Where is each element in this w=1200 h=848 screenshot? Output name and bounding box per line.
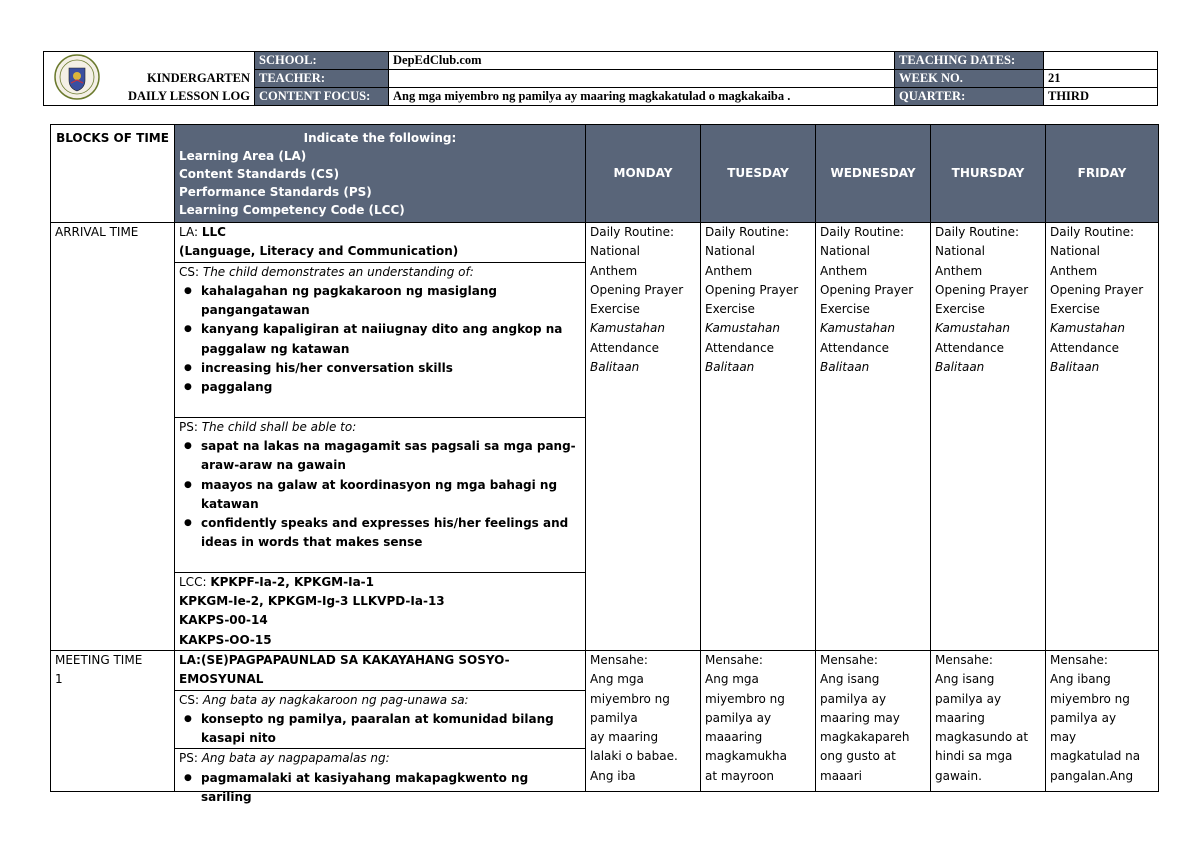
meeting-block-label <box>51 650 175 791</box>
quarter-value: THIRD <box>1044 88 1158 106</box>
message-line: maaaring <box>705 730 763 745</box>
lesson-table <box>50 124 1159 805</box>
log-title-line2: DAILY LESSON LOG <box>127 89 250 103</box>
arrival-standards <box>175 223 586 651</box>
meeting-row <box>51 650 1159 791</box>
lcc-prefix: LCC: <box>179 574 211 589</box>
log-title-line1: KINDERGARTEN <box>146 71 250 85</box>
routine-line: Anthem <box>820 263 868 278</box>
routine-line: Opening Prayer <box>935 282 1029 297</box>
message-line: maaring may <box>820 710 900 725</box>
indicate-line1: Indicate the following: <box>303 130 457 145</box>
table-header-row <box>51 125 1159 223</box>
routine-line: National <box>590 244 641 259</box>
message-line: at mayroon <box>705 768 774 783</box>
message-line: hindi sa mga <box>935 749 1013 764</box>
routine-line: Balitaan <box>820 360 870 375</box>
message-line: pamilya ay <box>705 710 772 725</box>
arrival-la <box>179 223 581 242</box>
school-value: DepEdClub.com <box>389 52 895 70</box>
message-line: ay maaring <box>590 730 659 745</box>
day-header-thursday: THURSDAY <box>931 125 1046 223</box>
routine-line: Exercise <box>1050 302 1100 317</box>
routine-line: Kamustahan <box>590 321 665 336</box>
ps-list <box>179 437 581 553</box>
message-line: pamilya ay <box>820 691 887 706</box>
message-line: magkamukha <box>705 749 787 764</box>
cs-list <box>179 710 581 749</box>
day-header-friday: FRIDAY <box>1046 125 1159 223</box>
message-line: pamilya ay <box>1050 710 1117 725</box>
routine-line: National <box>820 244 871 259</box>
routine-line: Opening Prayer <box>820 282 914 297</box>
message-line: gawain. <box>935 768 982 783</box>
message-line: maaring <box>935 710 985 725</box>
lcc-line4: KAKPS-OO-15 <box>179 632 272 647</box>
routine-line: Anthem <box>1050 263 1098 278</box>
meeting-tuesday <box>701 650 816 791</box>
cs-text: The child demonstrates an understanding of: <box>202 264 474 279</box>
message-line: pamilya ay <box>935 691 1002 706</box>
message-line: Ang ibang <box>1050 672 1111 687</box>
message-line: Mensahe: <box>1050 652 1108 667</box>
list-item: ● konsepto ng pamilya, paaralan at komunidad bilang kasapi nito <box>201 710 581 749</box>
message-line: miyembro ng <box>590 691 670 706</box>
quarter-label: QUARTER: <box>895 88 1044 106</box>
routine-line: National <box>1050 244 1101 259</box>
list-item: ● sapat na lakas na magagamit sas pagsali sa mga pang-araw-araw na gawain <box>201 437 581 476</box>
blocks-of-time-header: BLOCKS OF TIME <box>51 125 175 223</box>
routine-line: Attendance <box>935 340 1004 355</box>
meeting-standards-clip <box>179 651 581 805</box>
week-label: WEEK NO. <box>895 70 1044 88</box>
routine-line: Opening Prayer <box>1050 282 1144 297</box>
la-full: (Language, Literacy and Communication) <box>179 244 459 259</box>
routine-line: Daily Routine: <box>820 225 904 239</box>
indicate-line3: Content Standards (CS) <box>179 166 340 181</box>
list-item: ● paggalang <box>201 378 581 397</box>
meeting-friday <box>1046 650 1159 791</box>
message-line: miyembro ng <box>1050 691 1130 706</box>
routine-line: Daily Routine: <box>935 225 1019 239</box>
ps-list <box>179 769 581 808</box>
day-header-tuesday: TUESDAY <box>701 125 816 223</box>
routine-line: Attendance <box>820 340 889 355</box>
content-focus-value: Ang mga miyembro ng pamilya ay maaring magkakatulad o magkakaiba . <box>389 88 895 106</box>
arrival-row <box>51 223 1159 651</box>
message-line: Mensahe: <box>705 652 763 667</box>
message-line: Ang isang <box>820 672 880 687</box>
message-line: miyembro ng <box>705 691 785 706</box>
day-header-monday: MONDAY <box>586 125 701 223</box>
indicate-line2: Learning Area (LA) <box>179 148 307 163</box>
meeting-wednesday <box>816 650 931 791</box>
ps-text: The child shall be able to: <box>201 419 357 434</box>
routine-line: Opening Prayer <box>705 282 799 297</box>
indicate-line4: Performance Standards (PS) <box>179 184 372 199</box>
message-line: may <box>1050 730 1077 745</box>
lcc-line3: KAKPS-00-14 <box>179 613 268 628</box>
arrival-block-label: ARRIVAL TIME <box>51 223 175 651</box>
routine-line: Opening Prayer <box>590 282 684 297</box>
routine-line: Attendance <box>590 340 659 355</box>
message-line: magkatulad na <box>1050 749 1141 764</box>
list-item: ● kanyang kapaligiran at naiiugnay dito ang angkop na paggalaw ng katawan <box>201 320 581 359</box>
content-focus-label: CONTENT FOCUS: <box>255 88 389 106</box>
day-header-wednesday: WEDNESDAY <box>816 125 931 223</box>
meeting-label-line2: 1 <box>55 672 63 687</box>
message-line: pangalan.Ang <box>1050 768 1134 783</box>
arrival-cs <box>175 262 585 417</box>
routine-line: Anthem <box>590 263 638 278</box>
message-line: lalaki o babae. <box>590 749 678 764</box>
message-line: Mensahe: <box>820 652 878 667</box>
routine-line: Anthem <box>705 263 753 278</box>
routine-line: National <box>705 244 756 259</box>
ps-text: Ang bata ay nagpapamalas ng: <box>201 751 390 766</box>
message-line: Ang mga <box>590 672 644 687</box>
meeting-cs <box>175 690 585 749</box>
cs-prefix: CS: <box>179 264 203 279</box>
routine-line: Daily Routine: <box>705 225 789 239</box>
arrival-lcc <box>175 572 585 650</box>
list-item: ● confidently speaks and expresses his/her feelings and ideas in words that makes sense <box>201 514 581 553</box>
routine-line: Daily Routine: <box>1050 225 1134 239</box>
routine-line: Attendance <box>1050 340 1119 355</box>
meeting-standards <box>175 650 586 805</box>
message-line: Ang iba <box>590 768 636 783</box>
message-line: maaari <box>820 768 863 783</box>
arrival-tuesday <box>701 223 816 651</box>
routine-line: Daily Routine: <box>590 225 674 239</box>
teaching-dates-label: TEACHING DATES: <box>895 52 1044 70</box>
routine-line: Exercise <box>590 302 640 317</box>
routine-line: Kamustahan <box>705 321 780 336</box>
routine-line: Balitaan <box>1050 360 1100 375</box>
meeting-ps <box>175 748 585 807</box>
message-line: Mensahe: <box>935 652 993 667</box>
message-line: Ang mga <box>705 672 759 687</box>
header-table <box>43 51 1158 106</box>
routine-line: Kamustahan <box>1050 321 1125 336</box>
deped-seal-icon <box>54 54 100 100</box>
routine-line: Anthem <box>935 263 983 278</box>
teaching-dates-value <box>1044 52 1158 70</box>
week-value: 21 <box>1044 70 1158 88</box>
lcc-line2: KPKGM-Ie-2, KPKGM-Ig-3 LLKVPD-Ia-13 <box>179 594 445 609</box>
routine-line: Exercise <box>935 302 985 317</box>
message-line: magkakapareh <box>820 730 910 745</box>
indicate-header <box>175 125 586 223</box>
ps-prefix: PS: <box>179 751 202 766</box>
message-line: pamilya <box>590 710 638 725</box>
routine-line: Kamustahan <box>820 321 895 336</box>
routine-line: National <box>935 244 986 259</box>
arrival-ps <box>175 417 585 572</box>
la-prefix: LA: <box>179 225 202 239</box>
la-value: LLC <box>201 225 226 239</box>
list-item: ● increasing his/her conversation skills <box>201 359 581 378</box>
arrival-thursday <box>931 223 1046 651</box>
message-line: Ang isang <box>935 672 995 687</box>
routine-line: Exercise <box>820 302 870 317</box>
cs-list <box>179 282 581 398</box>
meeting-label-line1: MEETING TIME <box>55 652 143 667</box>
routine-line: Balitaan <box>590 360 640 375</box>
log-title <box>44 52 255 106</box>
meeting-monday <box>586 650 701 791</box>
arrival-wednesday <box>816 223 931 651</box>
routine-line: Balitaan <box>935 360 985 375</box>
ps-prefix: PS: <box>179 419 202 434</box>
arrival-monday <box>586 223 701 651</box>
routine-line: Kamustahan <box>935 321 1010 336</box>
cs-text: Ang bata ay nagkakaroon ng pag-unawa sa: <box>202 692 469 707</box>
indicate-line5: Learning Competency Code (LCC) <box>179 202 405 217</box>
meeting-la: LA:(SE)PAGPAPAUNLAD SA KAKAYAHANG SOSYO-EMOSYUNAL <box>179 652 510 687</box>
routine-line: Attendance <box>705 340 774 355</box>
cs-prefix: CS: <box>179 692 203 707</box>
list-item: ● maayos na galaw at koordinasyon ng mga bahagi ng katawan <box>201 476 581 515</box>
meeting-thursday <box>931 650 1046 791</box>
routine-line: Exercise <box>705 302 755 317</box>
arrival-friday <box>1046 223 1159 651</box>
teacher-value <box>389 70 895 88</box>
list-item: ● pagmamalaki at kasiyahang makapagkwento ng sariling <box>201 769 581 808</box>
message-line: magkasundo at <box>935 730 1029 745</box>
routine-line: Balitaan <box>705 360 755 375</box>
school-label: SCHOOL: <box>255 52 389 70</box>
lcc-line1: KPKPF-Ia-2, KPKGM-Ia-1 <box>210 574 374 589</box>
message-line: Mensahe: <box>590 652 648 667</box>
list-item: ● kahalagahan ng pagkakaroon ng masiglang pangangatawan <box>201 282 581 321</box>
message-line: ong gusto at <box>820 749 896 764</box>
teacher-label: TEACHER: <box>255 70 389 88</box>
